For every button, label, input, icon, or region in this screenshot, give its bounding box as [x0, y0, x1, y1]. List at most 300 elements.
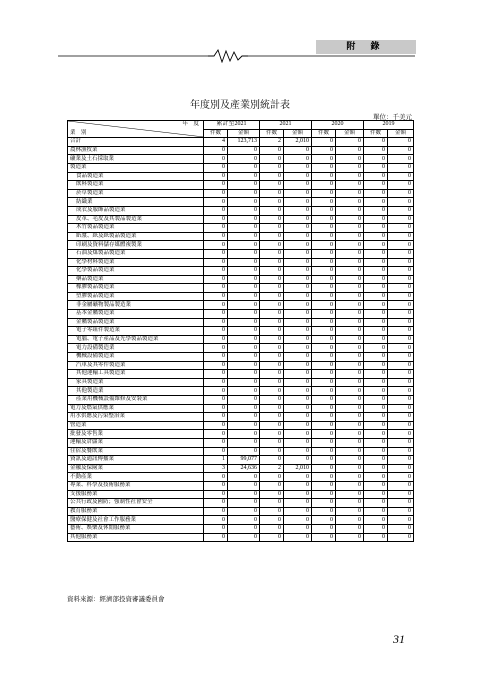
- count-cell: 0: [204, 473, 228, 482]
- count-cell: 0: [260, 181, 284, 190]
- amount-cell: 0: [284, 387, 312, 396]
- amount-cell: 0: [388, 438, 414, 447]
- table-row: [68, 490, 414, 499]
- count-cell: 0: [260, 378, 284, 387]
- table-body: [68, 138, 414, 542]
- count-cell: 0: [364, 310, 388, 319]
- amount-cell: 0: [228, 516, 260, 525]
- amount-cell: 0: [228, 292, 260, 301]
- table-row: [68, 155, 414, 164]
- count-cell: 0: [204, 292, 228, 301]
- count-cell: 0: [260, 481, 284, 490]
- amount-cell: 0: [388, 378, 414, 387]
- amount-cell: 0: [284, 224, 312, 233]
- amount-cell: 0: [228, 241, 260, 250]
- amount-cell: 0: [388, 473, 414, 482]
- amount-cell: 0: [336, 138, 364, 147]
- industry-label: 機械設備製造業: [68, 353, 204, 362]
- amount-cell: 0: [284, 284, 312, 293]
- amount-cell: 0: [388, 533, 414, 542]
- amount-cell: 0: [284, 146, 312, 155]
- amount-cell: 0: [284, 241, 312, 250]
- count-cell: 0: [364, 473, 388, 482]
- count-cell: 0: [260, 396, 284, 405]
- count-cell: 0: [312, 507, 336, 516]
- amount-cell: 0: [284, 232, 312, 241]
- amount-cell: 0: [388, 404, 414, 413]
- amount-cell: 0: [336, 146, 364, 155]
- amount-cell: 0: [228, 473, 260, 482]
- count-cell: 0: [364, 413, 388, 422]
- table-row: [68, 284, 414, 293]
- industry-label: 石油及煤製品製造業: [68, 249, 204, 258]
- count-cell: 0: [260, 249, 284, 258]
- industry-label: 紡織業: [68, 198, 204, 207]
- count-cell: 0: [364, 206, 388, 215]
- amount-cell: 0: [284, 249, 312, 258]
- count-cell: 0: [364, 318, 388, 327]
- amount-cell: 2,010: [284, 464, 312, 473]
- amount-cell: 0: [284, 421, 312, 430]
- count-cell: 0: [204, 353, 228, 362]
- amount-cell: 0: [228, 335, 260, 344]
- year-header: 2021: [260, 121, 312, 130]
- table-row: [68, 464, 414, 473]
- count-cell: 0: [364, 146, 388, 155]
- amount-cell: 0: [388, 215, 414, 224]
- industry-label: 菸草製造業: [68, 189, 204, 198]
- amount-cell: 0: [388, 481, 414, 490]
- count-cell: 0: [260, 232, 284, 241]
- count-cell: 0: [204, 516, 228, 525]
- count-cell: 2: [260, 464, 284, 473]
- amount-cell: 0: [284, 378, 312, 387]
- amount-header: 金額: [228, 129, 260, 138]
- count-cell: 0: [312, 301, 336, 310]
- amount-cell: 0: [284, 335, 312, 344]
- amount-cell: 0: [388, 275, 414, 284]
- table-row: [68, 318, 414, 327]
- table-row: [68, 146, 414, 155]
- amount-cell: 0: [336, 267, 364, 276]
- table-row: [68, 421, 414, 430]
- table-row: [68, 301, 414, 310]
- amount-cell: 0: [336, 447, 364, 456]
- table-row: [68, 335, 414, 344]
- table-row: [68, 275, 414, 284]
- amount-cell: 0: [228, 378, 260, 387]
- amount-cell: 0: [228, 387, 260, 396]
- amount-cell: 0: [388, 421, 414, 430]
- count-cell: 0: [364, 292, 388, 301]
- amount-cell: 0: [228, 370, 260, 379]
- amount-cell: 0: [388, 224, 414, 233]
- industry-label: 農林漁牧業: [68, 146, 204, 155]
- amount-cell: 0: [388, 206, 414, 215]
- amount-cell: 0: [228, 189, 260, 198]
- count-cell: 0: [312, 163, 336, 172]
- amount-cell: 0: [336, 438, 364, 447]
- count-cell: 0: [260, 206, 284, 215]
- corner-year-label: 年 度: [182, 121, 199, 127]
- count-cell: 0: [364, 241, 388, 250]
- amount-cell: 0: [336, 181, 364, 190]
- amount-cell: 0: [336, 370, 364, 379]
- amount-cell: 0: [336, 215, 364, 224]
- amount-cell: 0: [228, 404, 260, 413]
- count-header: 件數: [312, 129, 336, 138]
- count-cell: 0: [312, 292, 336, 301]
- count-cell: 0: [364, 456, 388, 465]
- count-cell: 0: [312, 481, 336, 490]
- industry-label: 金屬製品製造業: [68, 318, 204, 327]
- amount-cell: 0: [228, 249, 260, 258]
- count-header: 件數: [204, 129, 228, 138]
- amount-cell: 0: [336, 335, 364, 344]
- page-number: 31: [393, 632, 405, 646]
- count-cell: 0: [364, 507, 388, 516]
- count-cell: 0: [364, 258, 388, 267]
- count-cell: 0: [260, 507, 284, 516]
- amount-cell: 24,636: [228, 464, 260, 473]
- amount-cell: 0: [336, 258, 364, 267]
- count-cell: 0: [204, 163, 228, 172]
- amount-cell: 0: [388, 456, 414, 465]
- amount-cell: 0: [388, 430, 414, 439]
- statistics-table: [67, 120, 414, 542]
- count-cell: 0: [260, 524, 284, 533]
- amount-cell: 0: [228, 232, 260, 241]
- count-cell: 0: [312, 138, 336, 147]
- table-row: [68, 344, 414, 353]
- amount-cell: 0: [228, 421, 260, 430]
- industry-label: 不動產業: [68, 473, 204, 482]
- count-cell: 0: [364, 353, 388, 362]
- count-cell: 0: [260, 473, 284, 482]
- table-row: [68, 499, 414, 508]
- count-cell: 2: [260, 138, 284, 147]
- count-cell: 0: [260, 241, 284, 250]
- count-cell: 0: [260, 310, 284, 319]
- count-cell: 0: [312, 224, 336, 233]
- count-cell: 0: [260, 344, 284, 353]
- amount-cell: 0: [336, 430, 364, 439]
- industry-label: 橡膠製品製造業: [68, 284, 204, 293]
- industry-label: 電腦、電子產品及光學製品製造業: [68, 335, 204, 344]
- industry-label: 運輸及倉儲業: [68, 438, 204, 447]
- amount-cell: 0: [284, 447, 312, 456]
- amount-cell: 0: [228, 198, 260, 207]
- amount-cell: 0: [228, 301, 260, 310]
- count-cell: 0: [364, 224, 388, 233]
- count-cell: 3: [204, 464, 228, 473]
- count-cell: 0: [312, 533, 336, 542]
- amount-cell: 0: [388, 292, 414, 301]
- count-cell: 1: [204, 456, 228, 465]
- amount-cell: 0: [336, 456, 364, 465]
- amount-cell: 0: [228, 284, 260, 293]
- count-cell: 0: [260, 267, 284, 276]
- count-cell: 0: [204, 310, 228, 319]
- count-cell: 0: [312, 275, 336, 284]
- count-cell: 0: [204, 421, 228, 430]
- amount-cell: 0: [336, 301, 364, 310]
- industry-label: 其他運輸工具製造業: [68, 370, 204, 379]
- amount-cell: 0: [336, 327, 364, 336]
- amount-cell: 0: [228, 275, 260, 284]
- table-row: [68, 473, 414, 482]
- table-row: [68, 447, 414, 456]
- table-row: [68, 267, 414, 276]
- industry-label: 教育服務業: [68, 507, 204, 516]
- amount-cell: 0: [284, 507, 312, 516]
- count-cell: 0: [364, 490, 388, 499]
- amount-cell: 0: [336, 499, 364, 508]
- count-cell: 0: [364, 232, 388, 241]
- industry-label: 資訊及通訊傳播業: [68, 456, 204, 465]
- year-header: 累計至2021: [204, 121, 260, 130]
- amount-cell: 0: [336, 507, 364, 516]
- count-cell: 0: [260, 258, 284, 267]
- table-row: [68, 516, 414, 525]
- amount-cell: 0: [388, 241, 414, 250]
- industry-label: 非金屬礦物製品製造業: [68, 301, 204, 310]
- count-cell: 0: [260, 318, 284, 327]
- count-cell: 0: [260, 353, 284, 362]
- amount-cell: 0: [388, 344, 414, 353]
- count-cell: 0: [364, 249, 388, 258]
- table-row: [68, 138, 414, 147]
- count-cell: 0: [312, 438, 336, 447]
- amount-cell: 0: [228, 172, 260, 181]
- table-row: [68, 172, 414, 181]
- count-cell: 0: [312, 447, 336, 456]
- count-cell: 0: [312, 361, 336, 370]
- count-header: 件數: [260, 129, 284, 138]
- amount-cell: 0: [388, 258, 414, 267]
- count-cell: 0: [204, 524, 228, 533]
- count-cell: 0: [312, 206, 336, 215]
- count-cell: 0: [312, 516, 336, 525]
- amount-cell: 99,077: [228, 456, 260, 465]
- amount-cell: 0: [284, 473, 312, 482]
- count-cell: 0: [364, 172, 388, 181]
- amount-cell: 0: [388, 318, 414, 327]
- count-cell: 0: [312, 499, 336, 508]
- count-cell: 0: [204, 172, 228, 181]
- amount-cell: 0: [284, 438, 312, 447]
- industry-label: 成衣及服飾品製造業: [68, 206, 204, 215]
- count-cell: 0: [260, 404, 284, 413]
- amount-cell: 0: [388, 353, 414, 362]
- count-cell: 0: [204, 146, 228, 155]
- count-cell: 0: [204, 249, 228, 258]
- table-row: [68, 198, 414, 207]
- count-cell: 0: [204, 370, 228, 379]
- count-cell: 0: [260, 421, 284, 430]
- amount-header: 金額: [284, 129, 312, 138]
- count-cell: 0: [364, 275, 388, 284]
- count-cell: 0: [364, 481, 388, 490]
- industry-label: 其他製造業: [68, 387, 204, 396]
- count-cell: 0: [364, 163, 388, 172]
- count-cell: 0: [260, 284, 284, 293]
- source-note: 資料來源：經濟部投資審議委員會: [67, 595, 165, 603]
- amount-cell: 0: [284, 327, 312, 336]
- count-cell: 0: [312, 198, 336, 207]
- count-cell: 0: [204, 318, 228, 327]
- count-cell: 0: [204, 361, 228, 370]
- amount-cell: 0: [228, 481, 260, 490]
- table-row: [68, 507, 414, 516]
- count-cell: 0: [260, 533, 284, 542]
- industry-label: 用水供應及污染整治業: [68, 413, 204, 422]
- count-cell: 0: [312, 215, 336, 224]
- amount-cell: 0: [284, 361, 312, 370]
- count-cell: 0: [312, 189, 336, 198]
- count-cell: 0: [204, 224, 228, 233]
- count-cell: 0: [260, 430, 284, 439]
- table-row: [68, 232, 414, 241]
- industry-label: 電子零組件製造業: [68, 327, 204, 336]
- count-cell: 0: [204, 438, 228, 447]
- count-cell: 0: [260, 189, 284, 198]
- count-cell: 0: [364, 267, 388, 276]
- amount-cell: 0: [388, 138, 414, 147]
- industry-label: 皮革、毛皮及其製品製造業: [68, 215, 204, 224]
- table-row: [68, 404, 414, 413]
- amount-cell: 0: [388, 370, 414, 379]
- count-cell: 0: [204, 430, 228, 439]
- industry-label: 金融及保險業: [68, 464, 204, 473]
- count-cell: 0: [260, 438, 284, 447]
- amount-cell: 0: [388, 413, 414, 422]
- count-cell: 0: [260, 490, 284, 499]
- industry-label: 電力設備製造業: [68, 344, 204, 353]
- amount-cell: 0: [228, 215, 260, 224]
- amount-cell: 0: [284, 430, 312, 439]
- count-cell: 0: [312, 430, 336, 439]
- amount-header: 金額: [388, 129, 414, 138]
- amount-cell: 0: [284, 318, 312, 327]
- amount-cell: 0: [228, 361, 260, 370]
- amount-cell: 0: [336, 344, 364, 353]
- count-cell: 0: [312, 146, 336, 155]
- count-cell: 0: [260, 516, 284, 525]
- count-cell: 0: [312, 284, 336, 293]
- count-cell: 0: [312, 387, 336, 396]
- count-cell: 0: [204, 396, 228, 405]
- corner-industry-label: 業 別: [70, 129, 87, 136]
- industry-label: 醫療保健及社會工作服務業: [68, 516, 204, 525]
- table-row: [68, 258, 414, 267]
- count-cell: 0: [312, 404, 336, 413]
- count-cell: 0: [260, 335, 284, 344]
- table-row: [68, 387, 414, 396]
- table-row: [68, 533, 414, 542]
- amount-cell: 0: [284, 413, 312, 422]
- count-cell: 0: [312, 172, 336, 181]
- amount-cell: 0: [388, 464, 414, 473]
- amount-cell: 0: [388, 490, 414, 499]
- amount-cell: 0: [284, 490, 312, 499]
- count-cell: 0: [204, 533, 228, 542]
- table-row: [68, 224, 414, 233]
- amount-cell: 0: [284, 344, 312, 353]
- appendix-section-tab: 附 錄: [316, 40, 416, 54]
- count-cell: 0: [204, 447, 228, 456]
- amount-cell: 0: [336, 464, 364, 473]
- count-cell: 0: [260, 301, 284, 310]
- count-cell: 0: [364, 370, 388, 379]
- count-cell: 0: [260, 499, 284, 508]
- industry-label: 塑膠製品製造業: [68, 292, 204, 301]
- amount-cell: 0: [284, 275, 312, 284]
- count-cell: 0: [364, 284, 388, 293]
- count-cell: 0: [312, 473, 336, 482]
- count-cell: 0: [312, 396, 336, 405]
- amount-cell: 0: [228, 327, 260, 336]
- amount-cell: 0: [284, 163, 312, 172]
- unit-label: 單位：千美元: [373, 113, 412, 121]
- industry-label: 製造業: [68, 163, 204, 172]
- table-row: [68, 481, 414, 490]
- industry-label: 藥品製造業: [68, 275, 204, 284]
- amount-header: 金額: [336, 129, 364, 138]
- count-cell: 0: [312, 258, 336, 267]
- count-cell: 0: [312, 318, 336, 327]
- count-cell: 0: [364, 361, 388, 370]
- industry-label: 汽車及其零件製造業: [68, 361, 204, 370]
- count-cell: 0: [204, 413, 228, 422]
- amount-cell: 0: [388, 387, 414, 396]
- amount-cell: 0: [388, 524, 414, 533]
- count-cell: 0: [364, 438, 388, 447]
- amount-cell: 0: [388, 507, 414, 516]
- amount-cell: 0: [388, 172, 414, 181]
- industry-label: 化學製品製造業: [68, 267, 204, 276]
- amount-cell: 0: [336, 421, 364, 430]
- industry-label: 住宿及餐飲業: [68, 447, 204, 456]
- industry-label: 產業用機械設備維修及安裝業: [68, 396, 204, 405]
- amount-cell: 0: [336, 292, 364, 301]
- amount-cell: 0: [284, 206, 312, 215]
- amount-cell: 0: [284, 524, 312, 533]
- amount-cell: 0: [388, 232, 414, 241]
- amount-cell: 0: [228, 163, 260, 172]
- amount-cell: 0: [336, 172, 364, 181]
- industry-label: 批發及零售業: [68, 430, 204, 439]
- amount-cell: 0: [284, 404, 312, 413]
- amount-cell: 0: [228, 413, 260, 422]
- count-cell: 0: [260, 172, 284, 181]
- industry-label: 藝術、娛樂及休閒服務業: [68, 524, 204, 533]
- count-cell: 4: [204, 138, 228, 147]
- count-cell: 0: [204, 387, 228, 396]
- count-cell: 0: [364, 516, 388, 525]
- amount-cell: 0: [336, 155, 364, 164]
- table-row: [68, 413, 414, 422]
- amount-cell: 0: [228, 507, 260, 516]
- industry-label: 合計: [68, 138, 204, 147]
- amount-cell: 0: [228, 499, 260, 508]
- amount-cell: 0: [336, 232, 364, 241]
- table-row: [68, 361, 414, 370]
- count-cell: 0: [260, 215, 284, 224]
- table-row: [68, 310, 414, 319]
- count-cell: 0: [364, 387, 388, 396]
- amount-cell: 0: [284, 198, 312, 207]
